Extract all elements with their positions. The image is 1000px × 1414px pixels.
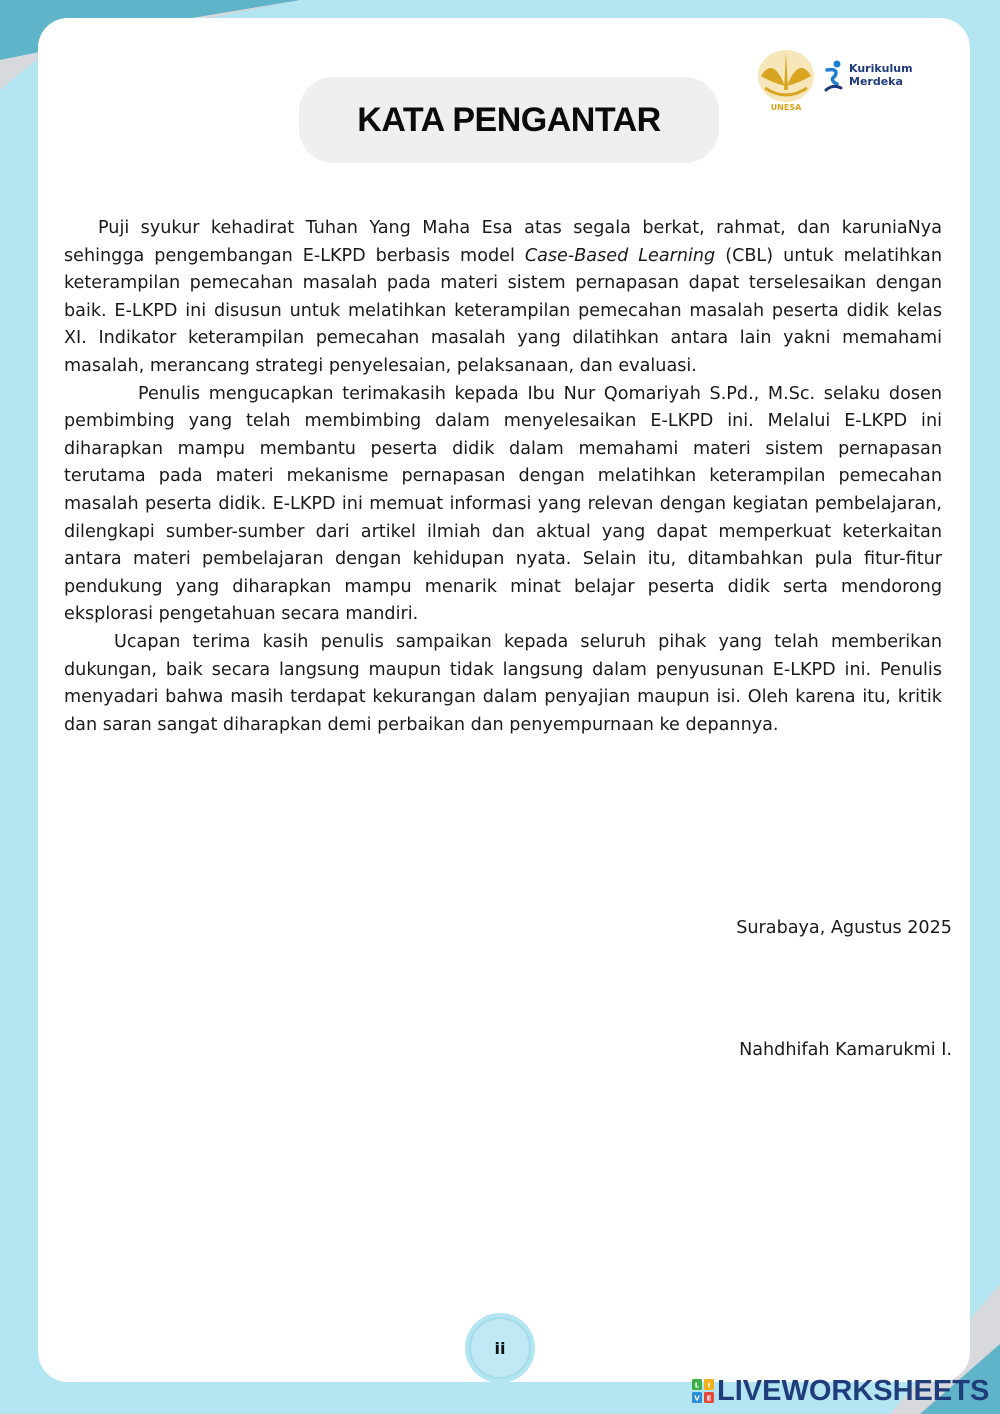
paragraph-1-italic: Case-Based Learning bbox=[524, 245, 716, 266]
liveworksheets-icon bbox=[692, 1379, 714, 1403]
liveworksheets-watermark[interactable] bbox=[692, 1374, 989, 1408]
unesa-logo-icon bbox=[755, 46, 817, 114]
author-name: Nahdhifah Kamarukmi I. bbox=[739, 1040, 952, 1060]
paragraph-2: Penulis mengucapkan terimakasih kepada Ibu Nur Qomariyah S.Pd., M.Sc. selaku dosen pembimbing yang telah membimbing dalam menyelesaikan E-LKPD ini. Melalui E-LKPD ini diharapkan mampu membantu peserta didik dalam memahami materi sistem pernapasan terutama pada materi mekanisme pernapasan dengan melatihkan keterampilan pemecahan masalah peserta didik. E-LKPD ini memuat informasi yang relevan dengan kegiatan pembelajaran, dilengkapi sumber-sumber dari artikel ilmiah dan aktual yang dapat memperkuat keterkaitan antara materi pembelajaran dengan kehidupan nyata. Selain itu, ditambahkan pula fitur-fitur pendukung yang diharapkan mampu menarik minat belajar peserta didik serta mendorong eksplorasi pengetahuan secara mandiri. bbox=[64, 383, 942, 625]
unesa-logo-label: UNESA bbox=[770, 103, 802, 112]
lw-icon-letter-4: E bbox=[706, 1394, 712, 1403]
lw-icon-letter-1: L bbox=[694, 1381, 700, 1390]
paragraph-1-part-b: (CBL) untuk melatihkan keterampilan pemecahan masalah pada materi sistem pernapasan dapat terselesaikan dengan baik. E-LKPD ini disusun untuk melatihkan keterampilan pemecahan masalah peserta didik kelas XI. Indikator keterampilan pemecahan masalah yang dilatihkan antara lain yakni memahami masalah, merancang strategi penyelesaian, pelaksanaan, dan evaluasi. bbox=[64, 245, 942, 376]
kurikulum-merdeka-logo bbox=[823, 60, 915, 100]
page-title: KATA PENGANTAR bbox=[357, 100, 661, 139]
paragraph-3: Ucapan terima kasih penulis sampaikan kepada seluruh pihak yang telah memberikan dukungan, baik secara langsung maupun tidak langsung dalam penyusunan E-LKPD ini. Penulis menyadari bahwa masih terdapat kekurangan dalam penyajian maupun isi. Oleh karena itu, kritik dan saran sangat diharapkan demi perbaikan dan penyempurnaan ke depannya. bbox=[64, 631, 942, 735]
page-number: ii bbox=[469, 1317, 531, 1379]
lw-icon-letter-2: I bbox=[707, 1381, 711, 1390]
lw-icon-letter-3: V bbox=[694, 1394, 700, 1403]
kurikulum-merdeka-icon bbox=[823, 60, 845, 94]
paragraph-1-part-a: Puji syukur kehadirat Tuhan Yang Maha Esa atas segala berkat, rahmat, dan karuniaNya sehingga pengembangan E-LKPD berbasis model bbox=[64, 218, 942, 266]
kurikulum-merdeka-label bbox=[849, 62, 913, 88]
header-logos bbox=[755, 46, 915, 114]
title-pill bbox=[299, 77, 719, 163]
kurikulum-label: Kurikulum bbox=[849, 62, 913, 75]
place-date: Surabaya, Agustus 2025 bbox=[736, 918, 952, 938]
merdeka-label: Merdeka bbox=[849, 75, 903, 88]
page-number-badge bbox=[465, 1313, 535, 1383]
liveworksheets-label: LIVEWORKSHEETS bbox=[717, 1374, 990, 1407]
body-text bbox=[64, 215, 942, 739]
paragraph-1 bbox=[64, 215, 942, 381]
